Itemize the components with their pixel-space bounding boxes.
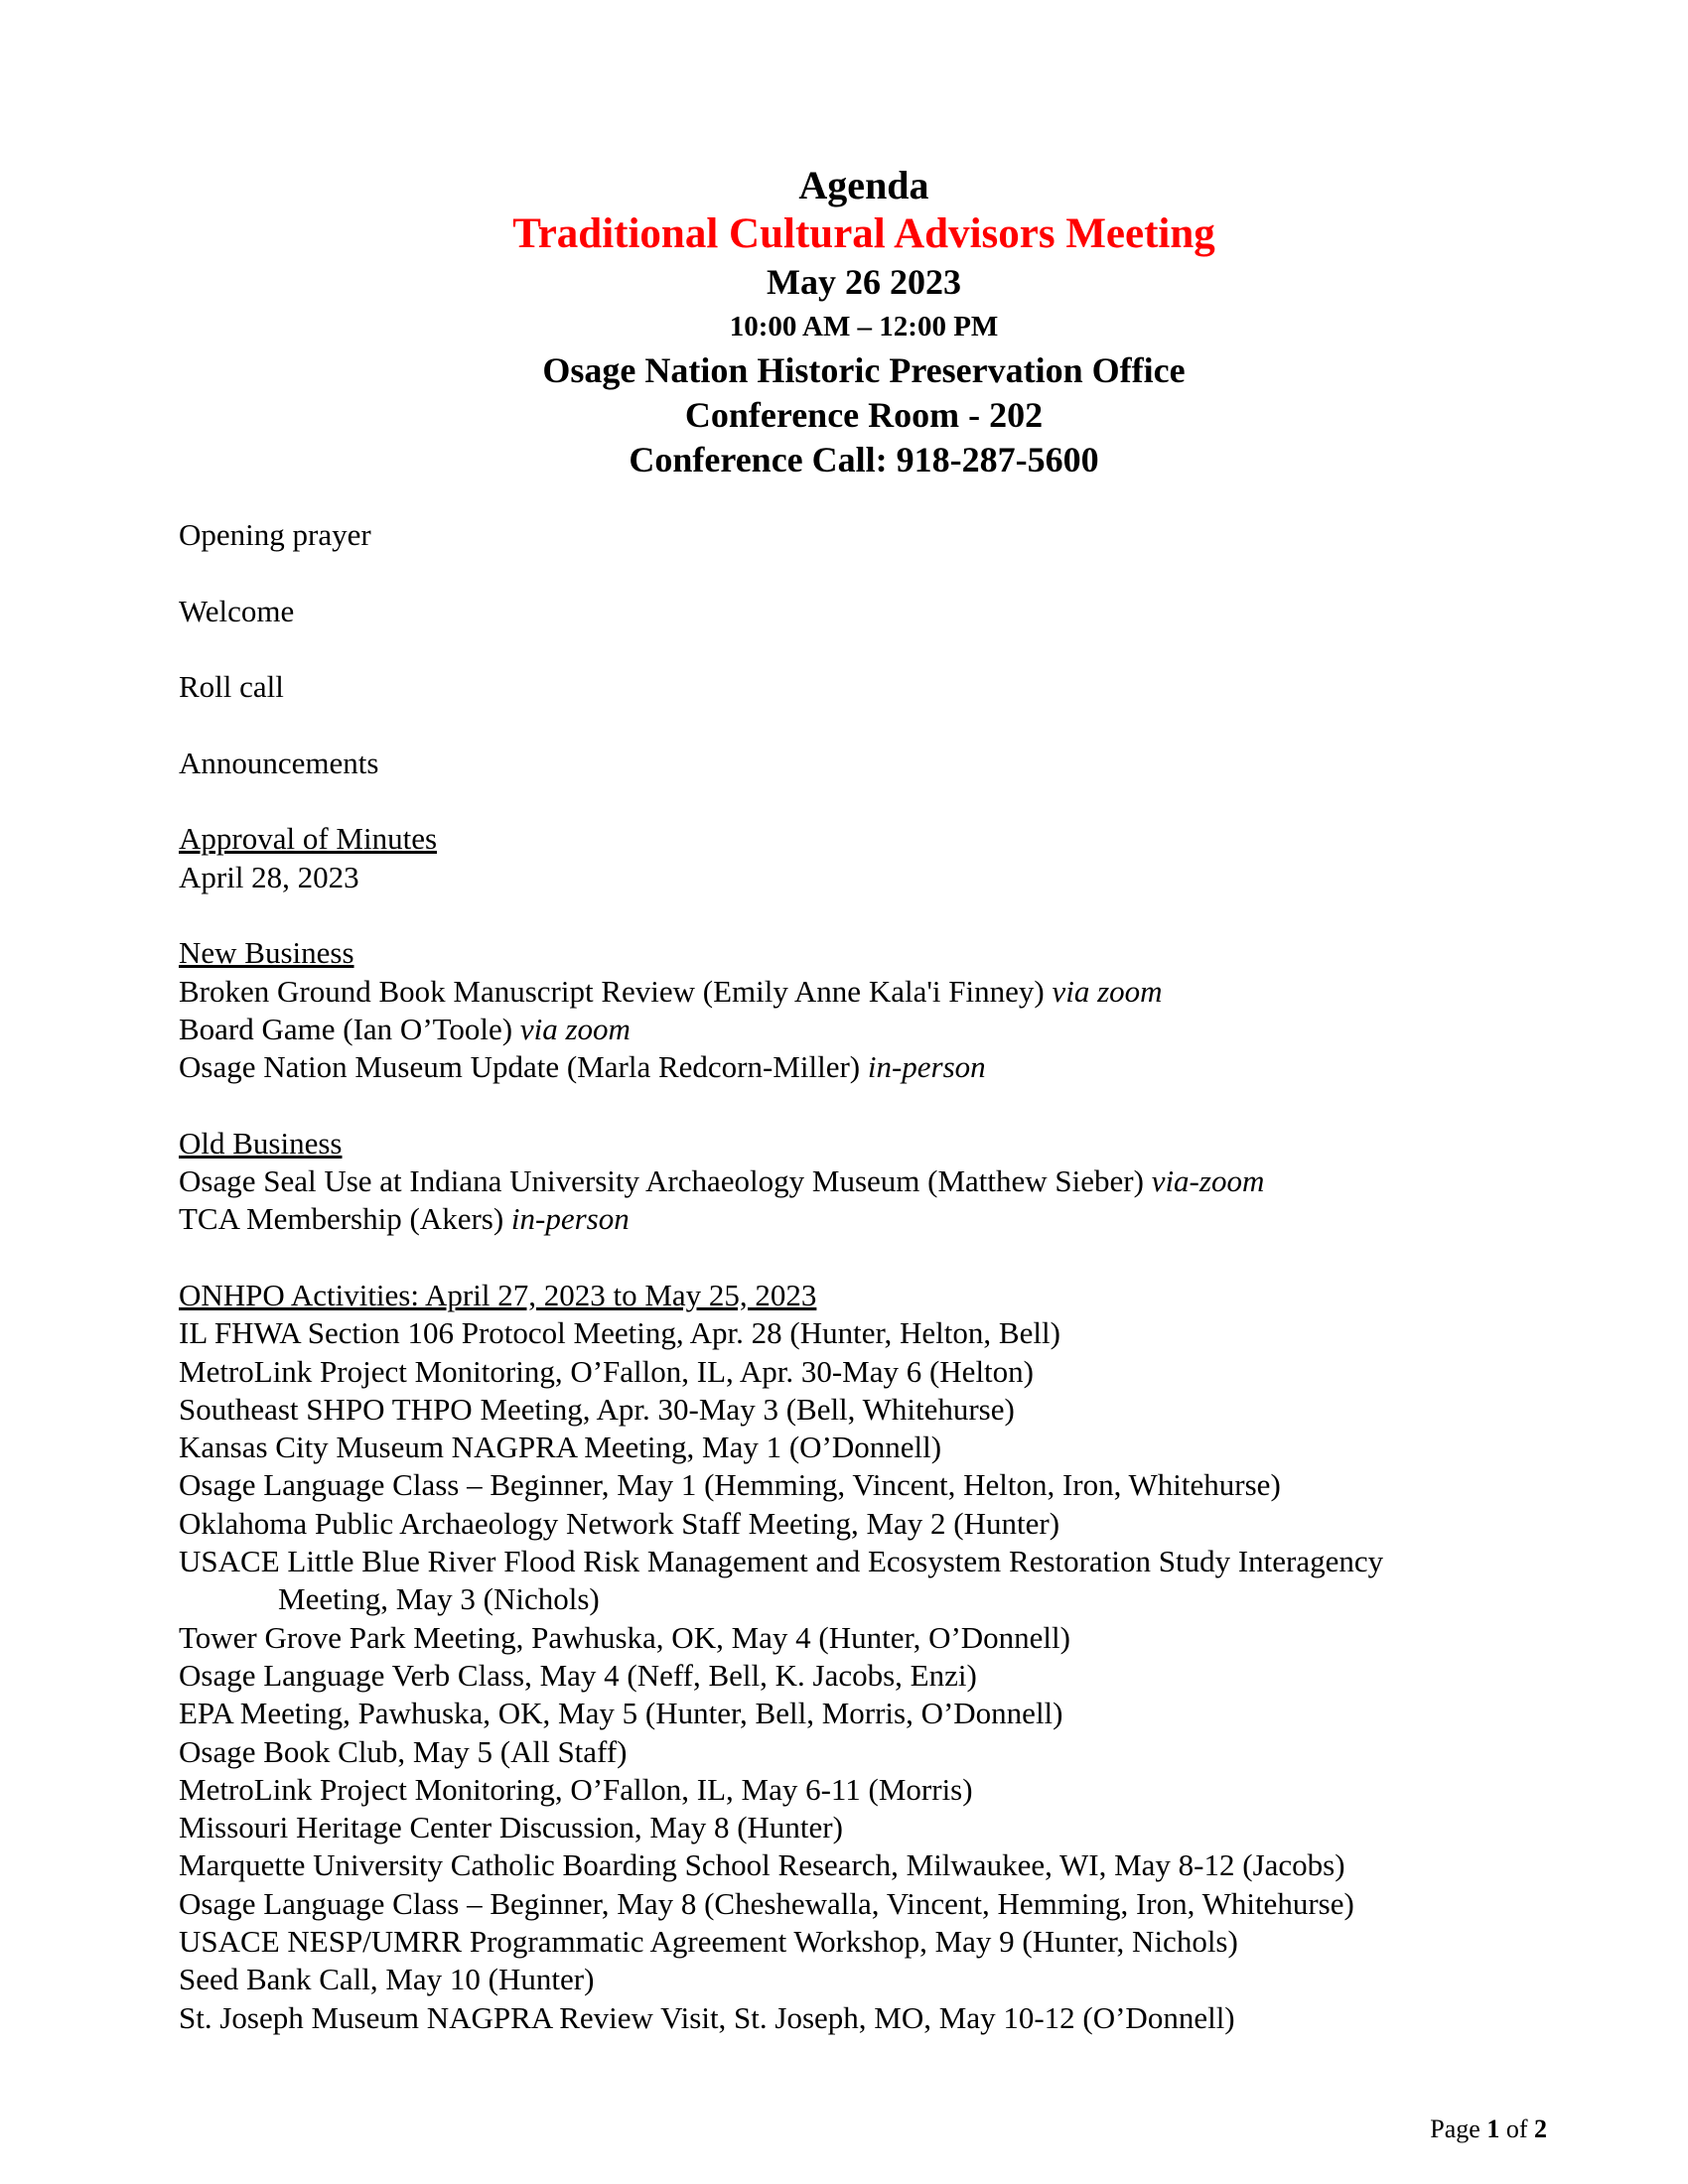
activity-item: Osage Language Class – Beginner, May 8 (Cheshewalla, Vincent, Hemming, Iron, Whitehurse) [179, 1885, 1354, 1921]
attendance-mode: via zoom [519, 1011, 631, 1046]
new-business-item [179, 1011, 1529, 1048]
activity-item: Osage Book Club, May 5 (All Staff) [179, 1733, 628, 1769]
agenda-body [179, 516, 1529, 2037]
activity-item: IL FHWA Section 106 Protocol Meeting, Apr. 28 (Hunter, Helton, Bell) [179, 1315, 1060, 1351]
page-number [1430, 2115, 1547, 2144]
activity-item: Osage Language Verb Class, May 4 (Neff, Bell, K. Jacobs, Enzi) [179, 1657, 977, 1693]
activity-item: St. Joseph Museum NAGPRA Review Visit, St. Joseph, MO, May 10-12 (O’Donnell) [179, 1999, 1235, 2035]
agenda-heading: Agenda [798, 163, 929, 207]
agenda-item-announcements: Announcements [179, 745, 379, 780]
page-label: Page [1430, 2115, 1480, 2143]
old-business-item [179, 1162, 1529, 1200]
attendance-mode: via zoom [1052, 973, 1163, 1009]
meeting-office: Osage Nation Historic Preservation Office [542, 350, 1186, 390]
activity-item: Osage Language Class – Beginner, May 1 (Hemming, Vincent, Helton, Iron, Whitehurse) [179, 1467, 1281, 1503]
meeting-room: Conference Room - 202 [684, 395, 1044, 435]
activity-item: MetroLink Project Monitoring, O’Fallon, IL, Apr. 30-May 6 (Helton) [179, 1353, 1034, 1389]
page-total: 2 [1534, 2115, 1547, 2143]
meeting-time: 10:00 AM – 12:00 PM [729, 311, 999, 342]
item-text: Broken Ground Book Manuscript Review (Emily Anne Kala'i Finney) [179, 973, 1045, 1009]
new-business-heading: New Business [179, 935, 354, 971]
activity-item: Kansas City Museum NAGPRA Meeting, May 1 (O’Donnell) [179, 1430, 942, 1465]
meeting-title: Traditional Cultural Advisors Meeting [512, 210, 1215, 257]
activity-item: Tower Grove Park Meeting, Pawhuska, OK, May 4 (Hunter, O’Donnell) [179, 1619, 1070, 1655]
attendance-mode: in-person [867, 1049, 986, 1085]
page-of-label: of [1505, 2115, 1528, 2143]
activity-item: Missouri Heritage Center Discussion, May 8 (Hunter) [179, 1810, 843, 1845]
meeting-date: May 26 2023 [767, 262, 961, 302]
activity-item: Southeast SHPO THPO Meeting, Apr. 30-May 3 (Bell, Whitehurse) [179, 1391, 1015, 1427]
item-text: TCA Membership (Akers) [179, 1201, 504, 1237]
activity-item-continuation: Meeting, May 3 (Nichols) [278, 1581, 600, 1617]
activity-item: Oklahoma Public Archaeology Network Staff Meeting, May 2 (Hunter) [179, 1505, 1060, 1541]
old-business-item [179, 1200, 1529, 1238]
activity-item: USACE NESP/UMRR Programmatic Agreement Workshop, May 9 (Hunter, Nichols) [179, 1923, 1238, 1959]
agenda-item-opening-prayer: Opening prayer [179, 517, 371, 552]
item-text: Board Game (Ian O’Toole) [179, 1011, 513, 1046]
agenda-item-welcome: Welcome [179, 593, 295, 628]
new-business-item [179, 973, 1529, 1011]
activities-heading: ONHPO Activities: April 27, 2023 to May 25, 2023 [179, 1277, 817, 1312]
approval-item: April 28, 2023 [179, 859, 359, 894]
new-business-item [179, 1048, 1529, 1086]
attendance-mode: in-person [510, 1201, 630, 1237]
activity-item: MetroLink Project Monitoring, O’Fallon, IL, May 6-11 (Morris) [179, 1771, 973, 1807]
agenda-header [0, 162, 1688, 482]
activity-item: Marquette University Catholic Boarding School Research, Milwaukee, WI, May 8-12 (Jacobs) [179, 1847, 1345, 1883]
activity-item: EPA Meeting, Pawhuska, OK, May 5 (Hunter, Bell, Morris, O’Donnell) [179, 1696, 1063, 1731]
old-business-heading: Old Business [179, 1125, 343, 1160]
approval-heading: Approval of Minutes [179, 821, 438, 857]
page-current: 1 [1486, 2115, 1500, 2143]
item-text: Osage Seal Use at Indiana University Archaeology Museum (Matthew Sieber) [179, 1163, 1144, 1199]
attendance-mode: via-zoom [1151, 1163, 1265, 1199]
activity-item: USACE Little Blue River Flood Risk Management and Ecosystem Restoration Study Interagency [179, 1544, 1384, 1579]
activity-item: Seed Bank Call, May 10 (Hunter) [179, 1962, 595, 1997]
item-text: Osage Nation Museum Update (Marla Redcorn-Miller) [179, 1049, 861, 1085]
conference-call: Conference Call: 918-287-5600 [629, 440, 1099, 479]
agenda-item-roll-call: Roll call [179, 669, 284, 705]
